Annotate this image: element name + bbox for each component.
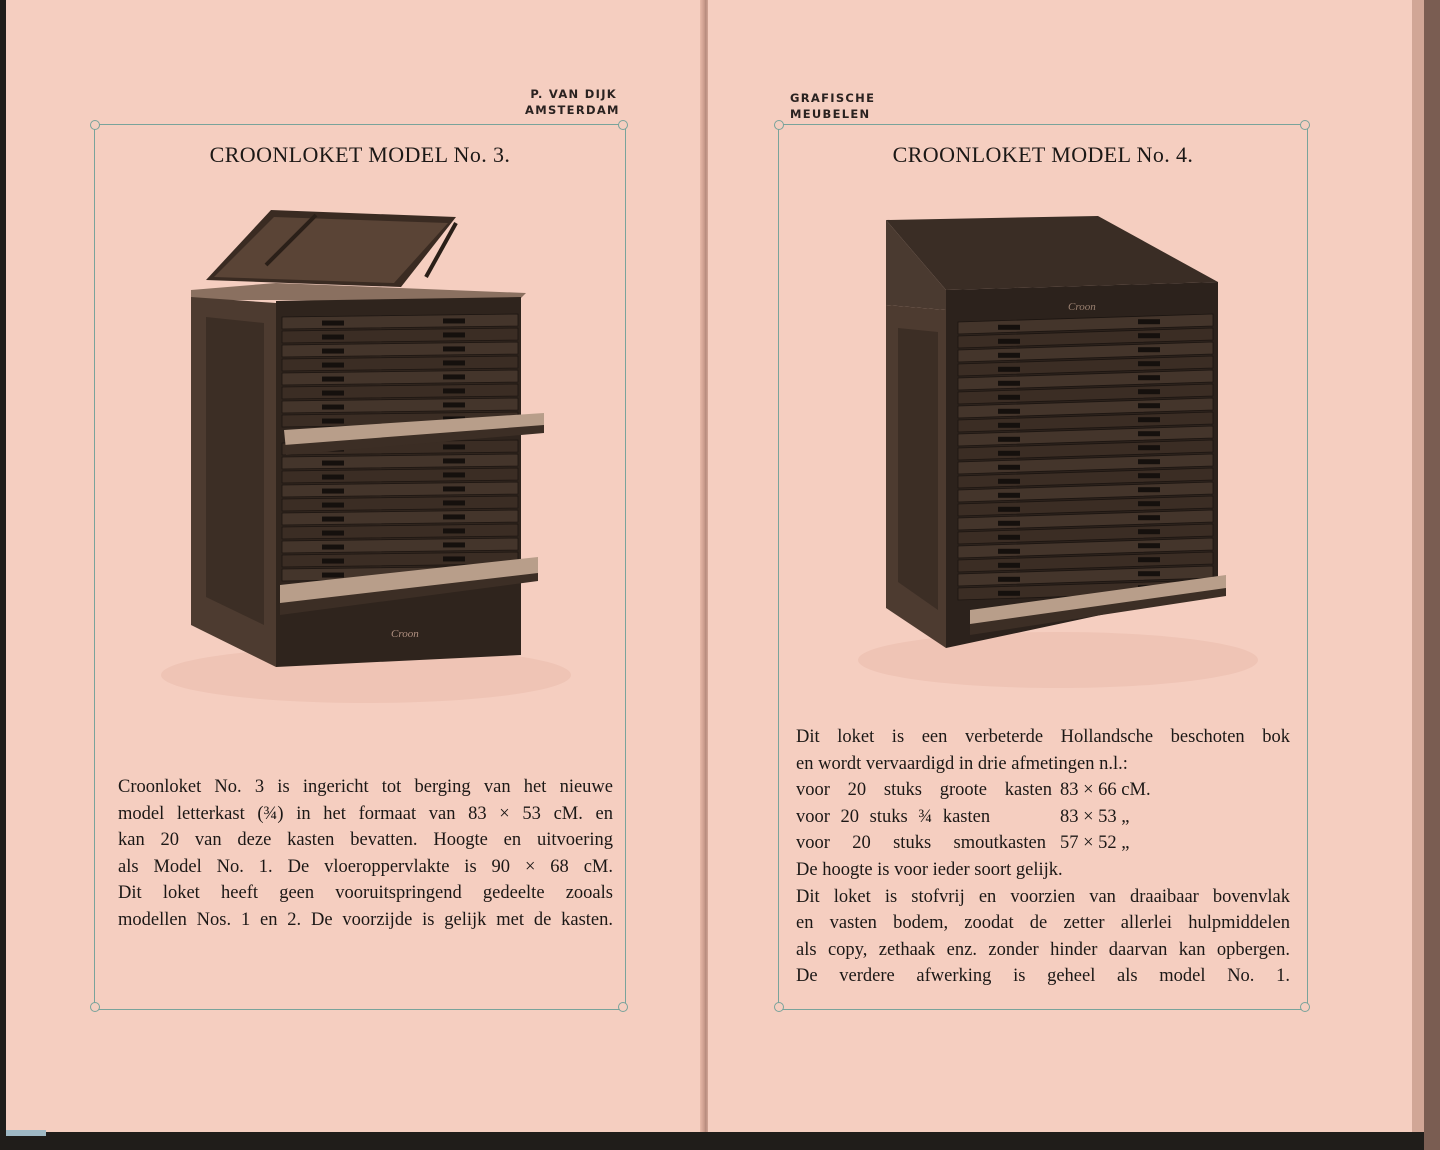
drawer-handle [322,377,344,382]
drawer-handle [1138,501,1160,506]
drawer-handle [1138,417,1160,422]
drawer-handle [1138,515,1160,520]
drawer-handle [998,465,1020,470]
cabinet-model-4-illustration [858,210,1258,690]
drawer-handle [998,563,1020,568]
drawer-handle [998,451,1020,456]
drawer-front [282,510,518,525]
brand-mark: Croon [391,628,419,640]
closing-line: De verdere afwerking is geheel als model No. 1. [796,966,1290,986]
size-dimension: 57 × 52 „ [1060,833,1130,853]
drawer-handle [443,402,465,407]
drawer-handle [1138,445,1160,450]
frame-corner-ornament [1300,120,1310,130]
bookmark-strip [6,1130,46,1136]
drawer-handle [1138,571,1160,576]
drawer-handle [443,388,465,393]
drawer-handle [998,437,1020,442]
frame-corner-ornament [774,120,784,130]
drawer-handle [322,573,344,578]
drawer-handle [322,545,344,550]
drawer-handle [998,521,1020,526]
drawer-handle [1138,347,1160,352]
drawer-handle [443,458,465,463]
drawer-handle [322,349,344,354]
intro-line: Dit loket is een verbeterde Hollandsche beschoten bok [796,727,1290,747]
size-row [796,777,1290,804]
drawer-handle [998,353,1020,358]
intro-line: en wordt vervaardigd in drie afmetingen n.l.: [796,753,1128,774]
header-line-1: P. VAN DIJK [530,87,617,101]
drawer-handle [998,325,1020,330]
drawer-handle [443,346,465,351]
drawer-handle [998,507,1020,512]
drawer-handle [322,517,344,522]
drawer-handle [998,479,1020,484]
size-label: voor 20 stuks smoutkasten [796,833,1046,853]
drawer-handle [998,409,1020,414]
drawer-front [282,482,518,497]
drawer-handle [443,500,465,505]
drawer-handle [443,318,465,323]
drawer-handle [443,528,465,533]
frame-corner-ornament [1300,1002,1310,1012]
drawer-handle [322,559,344,564]
size-label: voor 20 stuks ¾ kasten [796,806,991,827]
frame-corner-ornament [618,1002,628,1012]
drawer-handle [1138,473,1160,478]
book-cover-edge [1424,0,1440,1150]
brand-mark: Croon [1068,301,1096,313]
drawer-handle [1138,319,1160,324]
drawer-front [282,328,518,343]
right-page [708,0,1412,1132]
drawer-handle [1138,361,1160,366]
drawer-front [282,468,518,483]
drawer-handle [322,475,344,480]
drawer-handle [443,542,465,547]
description-line: Croonloket No. 3 is ingericht tot berging van het nieuwe [118,777,613,797]
model-4-closing [796,857,1290,990]
drawer-handle [998,535,1020,540]
drawer-handle [1138,543,1160,548]
page-edges [1412,0,1424,1132]
drawer-handle [998,549,1020,554]
description-line: als Model No. 1. De vloeroppervlakte is 90 × 68 cM. [118,856,613,877]
drawer-front [282,314,518,329]
drawer-handle [322,363,344,368]
drawer-handle [998,577,1020,582]
description-line: kan 20 van deze kasten bevatten. Hoogte en uitvoering [118,830,613,850]
left-page-header [525,86,620,118]
model-3-description [118,774,613,933]
drawer-front [282,496,518,511]
header-line-1: GRAFISCHE [790,91,876,105]
drawer-handle [1138,333,1160,338]
size-label: voor 20 stuks groote kasten [796,780,1052,800]
description-line: modellen Nos. 1 en 2. De voorzijde is gelijk met de kasten. [118,909,613,930]
closing-line: De hoogte is voor ieder soort gelijk. [796,860,1063,880]
left-page [6,0,706,1132]
right-page-header [790,90,875,122]
size-dimension: 83 × 53 „ [1060,806,1130,827]
drawer-handle [443,514,465,519]
drawer-handle [998,339,1020,344]
drawer-handle [322,335,344,340]
drawer-handle [443,444,465,449]
drawer-handle [1138,459,1160,464]
model-4-intro [796,724,1290,777]
closing-line: Dit loket is stofvrij en voorzien van draaibaar bovenvlak [796,886,1290,907]
size-list [796,777,1290,857]
drawer-front [282,524,518,539]
drawer-handle [443,360,465,365]
frame-corner-ornament [90,120,100,130]
closing-line: en vasten bodem, zoodat de zetter allerlei hulpmiddelen [796,913,1290,933]
header-line-2: MEUBELEN [790,107,871,121]
drawer-handle [322,489,344,494]
drawer-handle [1138,557,1160,562]
description-line: Dit loket heeft geen vooruitspringend gedeelte zooals [118,883,613,903]
drawer-handle [322,321,344,326]
drawer-handle [322,461,344,466]
drawer-front [282,356,518,371]
drawer-handle [998,381,1020,386]
drawer-handle [322,503,344,508]
frame-corner-ornament [90,1002,100,1012]
size-row [796,804,1290,831]
drawer-handle [322,391,344,396]
drawer-handle [1138,375,1160,380]
drawer-handle [1138,529,1160,534]
drawer-front [282,454,518,469]
drawer-front [282,398,518,413]
drawer-handle [998,423,1020,428]
drawer-handle [998,591,1020,596]
frame-corner-ornament [774,1002,784,1012]
description-line: model letterkast (¾) in het formaat van 83 × 53 cM. en [118,803,613,824]
drawer-handle [998,367,1020,372]
drawer-handle [1138,431,1160,436]
page-title: CROONLOKET MODEL No. 3. [209,142,511,167]
drawer-handle [1138,403,1160,408]
size-row [796,830,1290,857]
drawer-handle [443,332,465,337]
frame-corner-ornament [618,120,628,130]
drawer-handle [443,374,465,379]
drawer-handle [998,493,1020,498]
drawer-handle [1138,389,1160,394]
closing-line: als copy, zethaak enz. zonder hinder daarvan kan opbergen. [796,939,1290,960]
drawer-front [282,384,518,399]
drawer-front [282,538,518,553]
drawer-handle [322,405,344,410]
size-dimension: 83 × 66 cM. [1060,780,1151,800]
drawer-handle [443,472,465,477]
drawer-handle [998,395,1020,400]
drawer-front [282,370,518,385]
cabinet-model-3-illustration [156,205,576,705]
drawer-front [282,342,518,357]
drawer-handle [322,531,344,536]
drawer-handle [443,556,465,561]
drawer-handle [443,486,465,491]
drawer-handle [1138,487,1160,492]
page-title: CROONLOKET MODEL No. 4. [892,142,1194,167]
drawer-handle [322,419,344,424]
header-line-2: AMSTERDAM [525,103,620,117]
